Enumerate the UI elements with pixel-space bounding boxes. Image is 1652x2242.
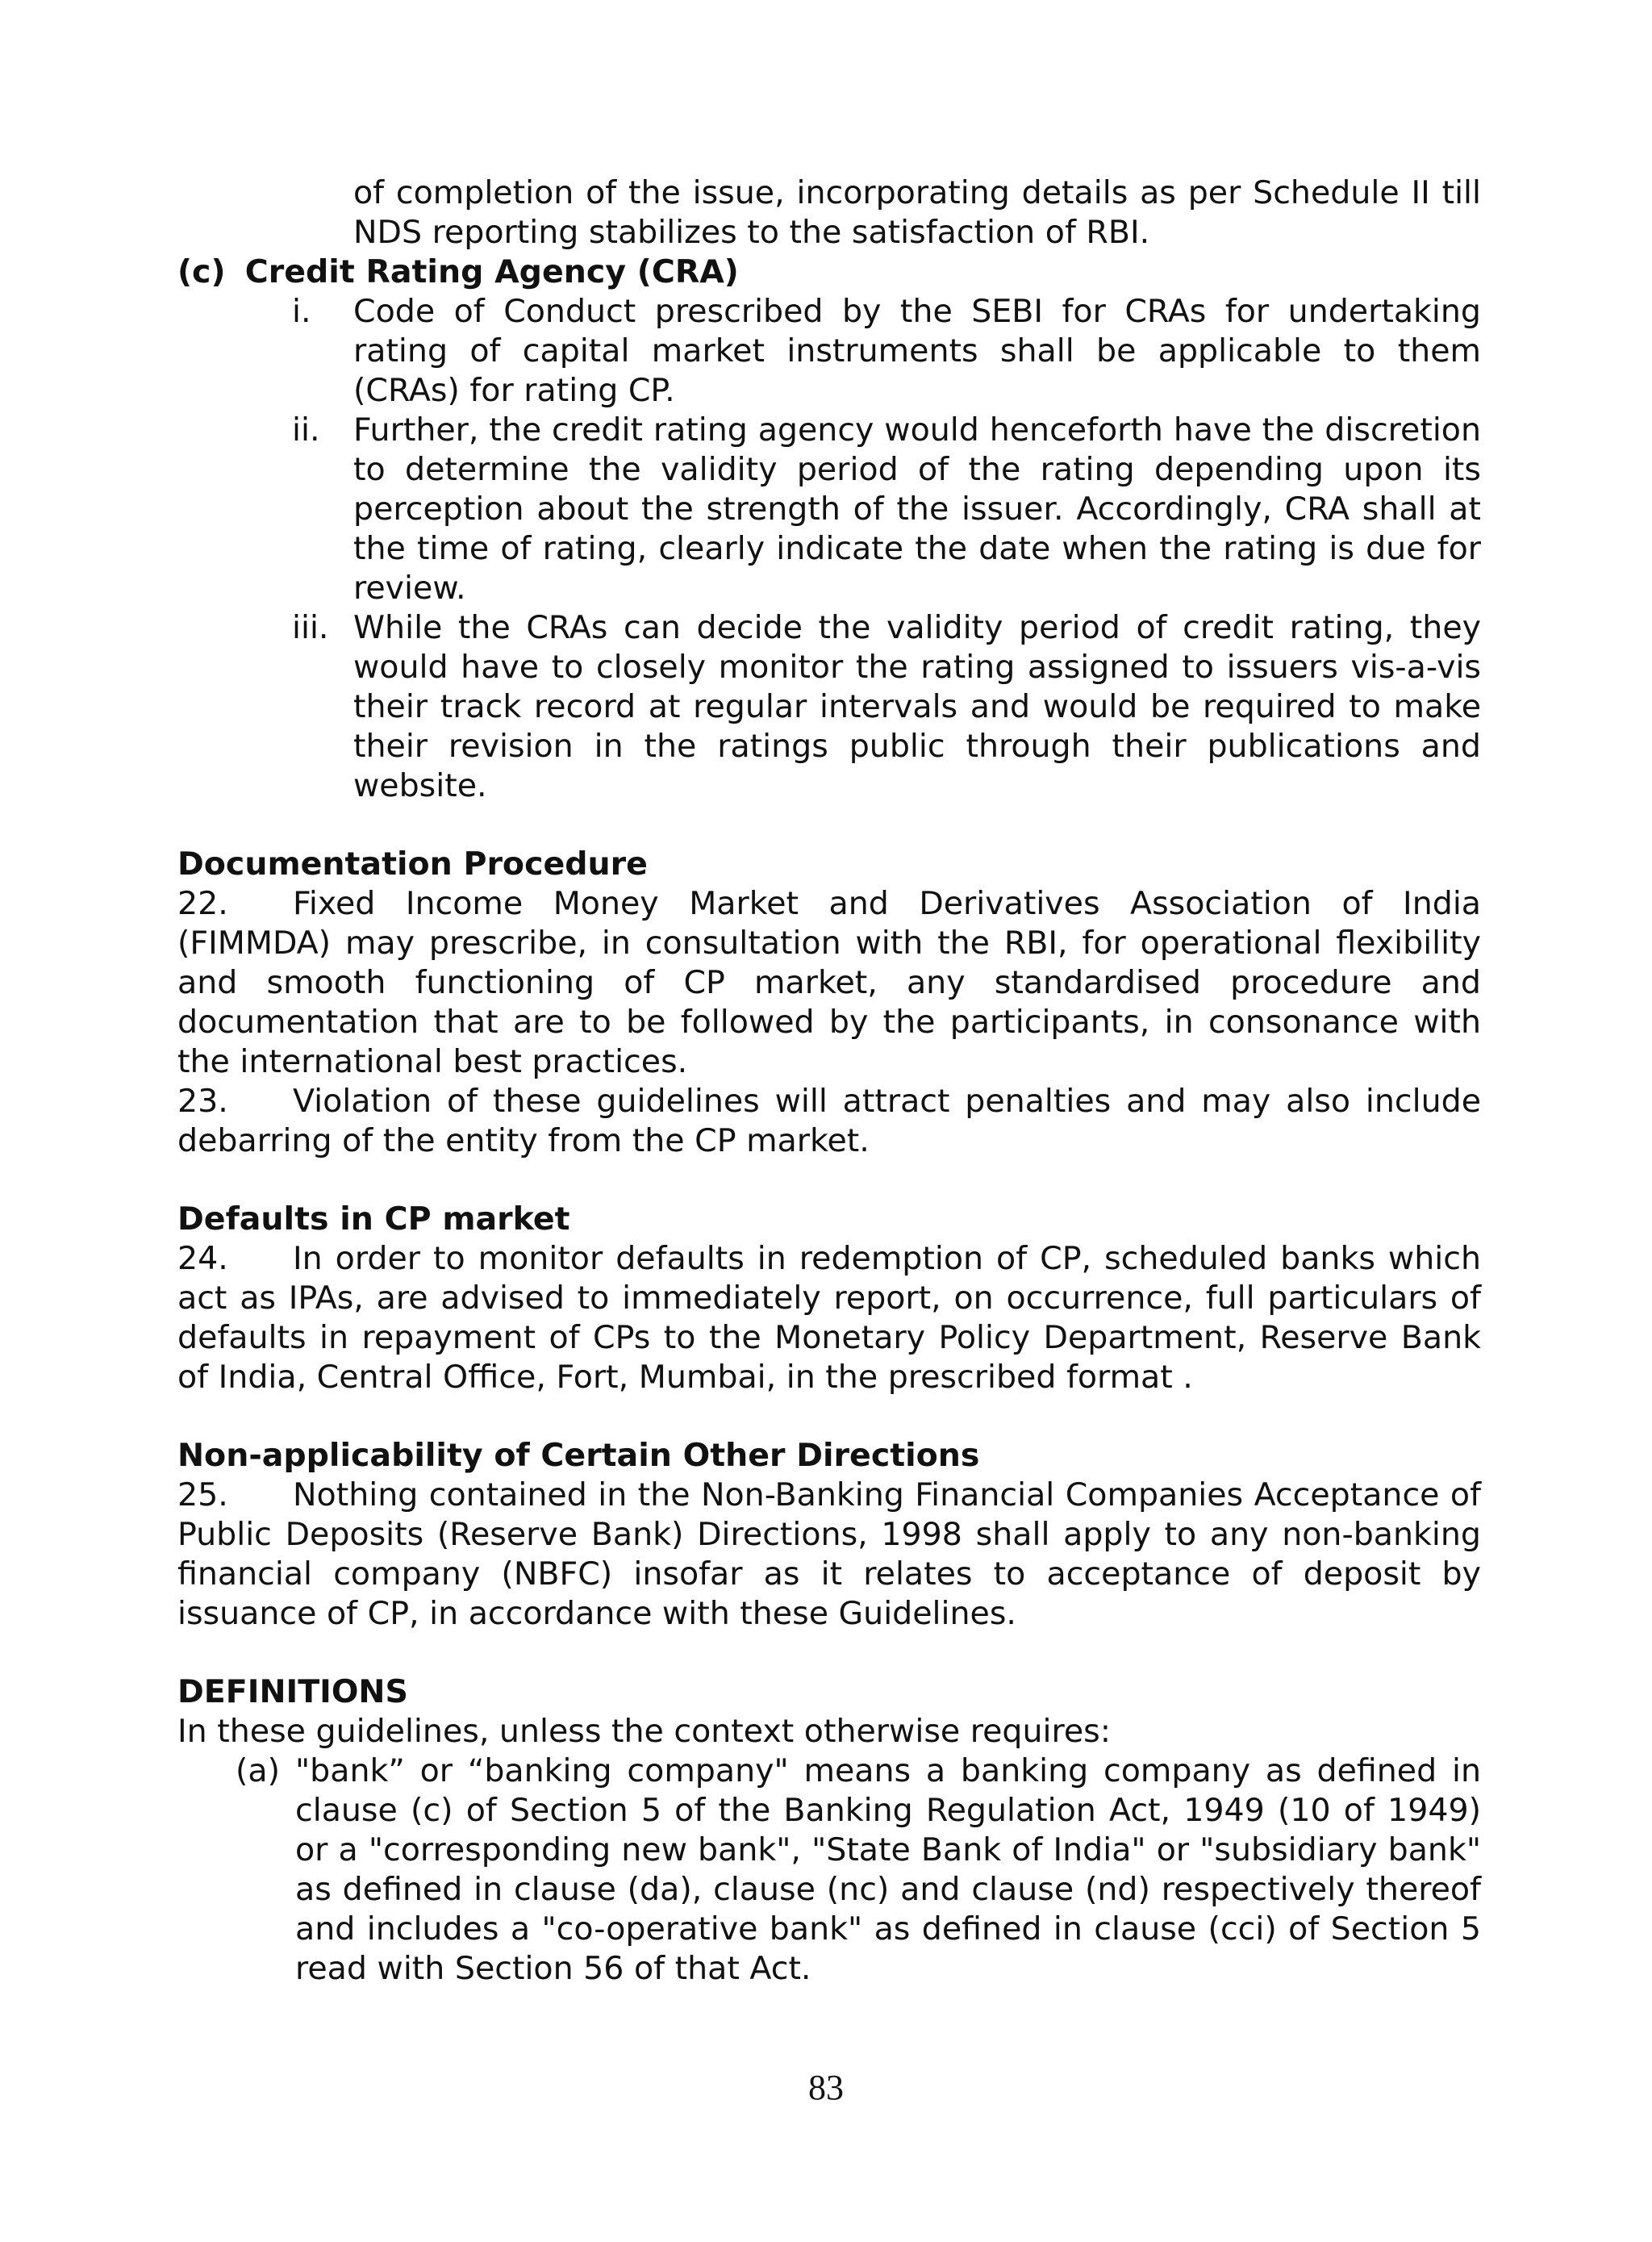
cra-item-iii (177, 608, 1481, 806)
cra-item-text: While the CRAs can decide the validity period of credit rating, they would have to closely monitor the rating assigned to issuers vis-a-vis their track record at regular intervals and would be required to make their revision in the ratings public through their publications and website. (353, 609, 1481, 804)
definitions-heading: DEFINITIONS (177, 1673, 408, 1710)
cra-heading-text: Credit Rating Agency (CRA) (244, 253, 739, 290)
paragraph-text: Violation of these guidelines will attract penalties and may also include debarring of the entity from the CP market. (177, 1083, 1481, 1159)
cra-item-number: iii. (292, 609, 329, 646)
paragraph-24 (177, 1239, 1481, 1397)
lead-paragraph: of completion of the issue, incorporating details as per Schedule II till NDS reporting stabilizes to the satisfaction of RBI. (353, 174, 1481, 251)
paragraph-25 (177, 1476, 1481, 1634)
documentation-heading: Documentation Procedure (177, 845, 648, 883)
cra-heading (177, 253, 1481, 292)
paragraph-number: 24. (177, 1240, 228, 1277)
paragraph-number: 22. (177, 885, 228, 922)
definition-item-text: "bank” or “banking company" means a banking company as defined in clause (c) of Section 5 of the Banking Regulation Act, 1949 (10 of 1949) or a "corresponding new bank", "State Bank of India" or "subsidiary bank" as defined in clause (da), clause (nc) and clause (nd) respectively thereof and includes a "co-operative bank" as defined in clause (cci) of Section 5 read with Section 56 of that Act. (295, 1752, 1481, 1987)
cra-item-number: i. (292, 293, 311, 330)
document-page (177, 173, 1481, 1989)
paragraph-text: Nothing contained in the Non-Banking Financial Companies Acceptance of Public Deposits (Reserve Bank) Directions, 1998 shall apply to any non-banking financial company (NBFC) insofar as it relates to acceptance of deposit by issuance of CP, in accordance with these Guidelines. (177, 1476, 1481, 1632)
definitions-intro: In these guidelines, unless the context otherwise requires: (177, 1713, 1112, 1750)
paragraph-22 (177, 884, 1481, 1082)
paragraph-number: 23. (177, 1083, 228, 1120)
cra-item-i (177, 292, 1481, 411)
paragraph-text: In order to monitor defaults in redemption of CP, scheduled banks which act as IPAs, are advised to immediately report, on occurrence, full particulars of defaults in repayment of CPs to the Monetary Policy Department, Reserve Bank of India, Central Office, Fort, Mumbai, in the prescribed format . (177, 1240, 1481, 1396)
non-applicability-heading: Non-applicability of Certain Other Directions (177, 1437, 980, 1474)
cra-item-text: Code of Conduct prescribed by the SEBI for CRAs for undertaking rating of capital market instruments shall be applicable to them (CRAs) for rating CP. (353, 293, 1481, 409)
definition-item-number: (a) (236, 1752, 281, 1789)
paragraph-23 (177, 1082, 1481, 1161)
cra-heading-label: (c) (177, 253, 226, 290)
definition-item-a (177, 1751, 1481, 1989)
cra-item-text: Further, the credit rating agency would henceforth have the discretion to determine the validity period of the rating depending upon its perception about the strength of the issuer. Accordingly, CRA shall at the time of rating, clearly indicate the date when the rating is due for review. (353, 411, 1481, 607)
cra-item-number: ii. (292, 411, 320, 449)
cra-item-ii (177, 411, 1481, 608)
paragraph-number: 25. (177, 1476, 228, 1513)
page-number: 83 (808, 2068, 844, 2107)
paragraph-text: Fixed Income Money Market and Derivatives Association of India (FIMMDA) may prescribe, in consultation with the RBI, for operational flexibility and smooth functioning of CP market, any standardised procedure and documentation that are to be followed by the participants, in consonance with the international best practices. (177, 885, 1481, 1080)
defaults-heading: Defaults in CP market (177, 1200, 570, 1238)
